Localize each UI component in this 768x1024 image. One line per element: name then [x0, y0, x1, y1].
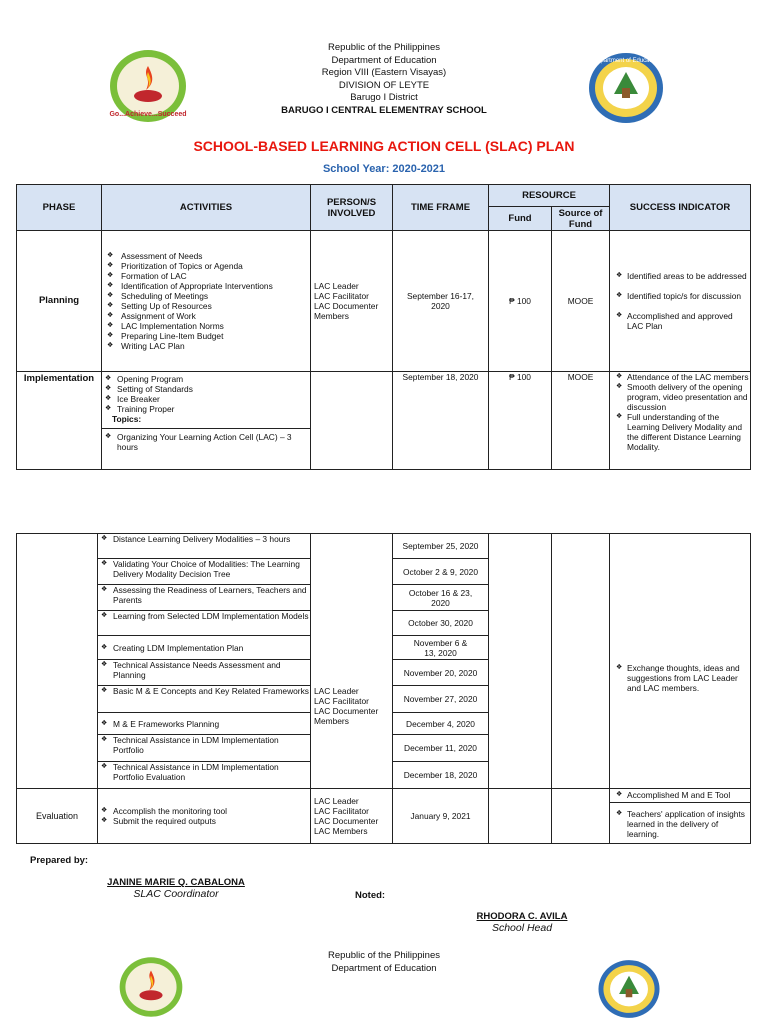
topics-fund — [489, 534, 552, 789]
letterhead-line: Barugo I District — [350, 92, 418, 103]
list-item: ❖ Attendance of the LAC members — [610, 372, 750, 382]
list-item: ❖ Training Proper — [102, 404, 310, 414]
topic-date: October 16 & 23, 2020 — [393, 585, 489, 611]
topics-persons — [311, 534, 393, 789]
list-item: ❖ Setting of Standards — [102, 384, 310, 394]
header-activities: ACTIVITIES — [102, 185, 311, 231]
letterhead-line: Department of Education — [331, 54, 437, 66]
list-item: ❖ Organizing Your Learning Action Cell (LAC) – 3 hours — [102, 432, 310, 452]
head-name: RHODORA C. AVILA — [476, 911, 568, 922]
implementation-persons — [311, 372, 393, 470]
topics-success — [610, 534, 751, 789]
planning-time-frame: September 16-17, 2020 — [393, 231, 489, 372]
header-source: Source of Fund — [552, 207, 610, 231]
topic-date: November 20, 2020 — [393, 660, 489, 686]
person: LAC Documenter — [314, 301, 379, 311]
list-item: ❖ Basic M & E Concepts and Key Related Frameworks — [98, 686, 310, 696]
letterhead-line: DIVISION OF LEYTE — [338, 79, 430, 91]
table-row-implementation — [17, 372, 751, 470]
person: Members — [314, 311, 349, 321]
preparer-role: SLAC Coordinator — [133, 888, 219, 900]
header-time-frame: TIME FRAME — [393, 185, 489, 231]
implementation-activities — [102, 372, 311, 470]
topic-date: October 30, 2020 — [393, 611, 489, 636]
header-phase: PHASE — [17, 185, 102, 231]
list-item: ❖ Prioritization of Topics or Agenda — [102, 261, 310, 271]
list-item: ❖ Submit the required outputs — [98, 816, 310, 826]
list-item: ❖ Exchange thoughts, ideas and suggestions from LAC Leader and LAC members. — [610, 663, 750, 693]
person: LAC Leader — [314, 796, 359, 806]
phase-planning: Planning — [17, 231, 102, 372]
implementation-time-frame: September 18, 2020 — [393, 372, 489, 470]
implementation-success — [610, 372, 751, 470]
evaluation-activities — [98, 789, 311, 844]
list-item: ❖ Validating Your Choice of Modalities: The Learning Delivery Modality Decision Tree — [98, 559, 310, 579]
prepared-by-label: Prepared by: — [30, 855, 89, 866]
list-item: ❖ Setting Up of Resources — [102, 301, 310, 311]
list-item: ❖ Ice Breaker — [102, 394, 310, 404]
topic-date: September 25, 2020 — [393, 534, 489, 559]
deped-seal-right — [586, 50, 666, 126]
letterhead-line: Republic of the Philippines — [328, 950, 440, 961]
list-item: ❖ Accomplished M and E Tool — [610, 790, 750, 800]
planning-source: MOOE — [552, 231, 610, 372]
topic-date: December 4, 2020 — [393, 713, 489, 735]
list-item: ❖ Assessing the Readiness of Learners, Teachers and Parents — [98, 585, 310, 605]
footer-letterhead — [234, 950, 534, 975]
planning-fund: ₱ 100 — [489, 231, 552, 372]
topic-date: December 11, 2020 — [393, 735, 489, 762]
school-logo-left — [108, 48, 188, 124]
list-item: ❖ Preparing Line-Item Budget — [102, 331, 310, 341]
topic-date: November 6 & 13, 2020 — [393, 636, 489, 660]
list-item: ❖ Technical Assistance in LDM Implementation Portfolio — [98, 735, 310, 755]
phase-evaluation: Evaluation — [17, 789, 98, 844]
list-item: ❖ Distance Learning Delivery Modalities – 3 hours — [98, 534, 310, 544]
head-signature — [468, 911, 576, 934]
list-item: ❖ Identified topic/s for discussion — [610, 291, 750, 301]
person: LAC Facilitator — [314, 806, 369, 816]
list-item: ❖ Identified areas to be addressed — [610, 271, 750, 281]
head-role: School Head — [491, 922, 553, 934]
list-item: ❖ LAC Implementation Norms — [102, 321, 310, 331]
person: LAC Documenter — [314, 706, 379, 716]
list-item: ❖ Formation of LAC — [102, 271, 310, 281]
evaluation-persons — [311, 789, 393, 844]
person: LAC Members — [314, 826, 368, 836]
logo-left-motto: Go...Achieve...Succeed — [109, 111, 187, 118]
table-row — [17, 534, 751, 559]
list-item: ❖ Writing LAC Plan — [102, 341, 310, 351]
letterhead-line: Region VIII (Eastern Visayas) — [321, 67, 447, 78]
list-item: ❖ Technical Assistance Needs Assessment and Planning — [98, 660, 310, 680]
topic-date: December 18, 2020 — [393, 762, 489, 789]
list-item: ❖ Assignment of Work — [102, 311, 310, 321]
list-item: ❖ Assessment of Needs — [102, 251, 310, 261]
table-row-evaluation — [17, 789, 751, 844]
list-item: ❖ Scheduling of Meetings — [102, 291, 310, 301]
header-fund: Fund — [489, 207, 552, 231]
evaluation-success — [610, 789, 751, 844]
person: LAC Facilitator — [314, 696, 369, 706]
topic-date: November 27, 2020 — [393, 686, 489, 713]
letterhead — [234, 42, 534, 117]
school-name: BARUGO I CENTRAL ELEMENTRAY SCHOOL — [281, 104, 487, 116]
school-year: School Year: 2020-2021 — [322, 163, 446, 175]
document-title: SCHOOL-BASED LEARNING ACTION CELL (SLAC) PLAN — [193, 138, 575, 154]
deped-seal-right-footer — [596, 956, 662, 1022]
list-item: ❖ M & E Frameworks Planning — [98, 719, 310, 729]
planning-success — [610, 231, 751, 372]
person: LAC Facilitator — [314, 291, 369, 301]
school-logo-left-footer — [118, 954, 184, 1020]
preparer-signature — [90, 877, 262, 900]
list-item: ❖ Learning from Selected LDM Implementation Models — [98, 611, 310, 621]
planning-persons — [311, 231, 393, 372]
list-item: ❖ Accomplish the monitoring tool — [98, 806, 310, 816]
evaluation-source — [552, 789, 610, 844]
list-item: ❖ Technical Assistance in LDM Implementation Portfolio Evaluation — [98, 762, 310, 782]
slac-plan-table — [16, 184, 751, 470]
topic-date: October 2 & 9, 2020 — [393, 559, 489, 585]
topics-source — [552, 534, 610, 789]
letterhead-line: Department of Education — [331, 962, 437, 974]
list-item: ❖ Identification of Appropriate Interventions — [102, 281, 310, 291]
letterhead-line: Republic of the Philippines — [328, 42, 440, 53]
table-row-planning — [17, 231, 751, 372]
person: Members — [314, 716, 349, 726]
implementation-fund: ₱ 100 — [489, 372, 552, 470]
implementation-source: MOOE — [552, 372, 610, 470]
list-item: ❖ Full understanding of the Learning Delivery Modality and the different Distance Learning Modality. — [610, 412, 750, 452]
list-item: ❖ Smooth delivery of the opening program, video presentation and discussion — [610, 382, 750, 412]
seal-right-text: Department of Education — [592, 58, 660, 64]
phase-implementation: Implementation — [17, 372, 102, 470]
person: LAC Documenter — [314, 816, 379, 826]
evaluation-fund — [489, 789, 552, 844]
evaluation-time-frame: January 9, 2021 — [393, 789, 489, 844]
header-success: SUCCESS INDICATOR — [610, 185, 751, 231]
preparer-name: JANINE MARIE Q. CABALONA — [107, 877, 245, 888]
list-item: ❖ Opening Program — [102, 374, 310, 384]
person: LAC Leader — [314, 686, 359, 696]
slac-plan-table-continued — [16, 533, 751, 844]
header-persons: PERSON/S INVOLVED — [311, 185, 393, 231]
list-item: ❖ Teachers' application of insights learned in the delivery of learning. — [610, 809, 750, 839]
topics-label: Topics: — [112, 414, 142, 424]
list-item: ❖ Creating LDM Implementation Plan — [98, 643, 310, 653]
list-item: ❖ Accomplished and approved LAC Plan — [610, 311, 750, 331]
person: LAC Leader — [314, 281, 359, 291]
phase-continued — [17, 534, 98, 789]
header-resource: RESOURCE — [489, 185, 610, 207]
noted-label: Noted: — [355, 890, 386, 901]
planning-activities — [102, 231, 311, 372]
